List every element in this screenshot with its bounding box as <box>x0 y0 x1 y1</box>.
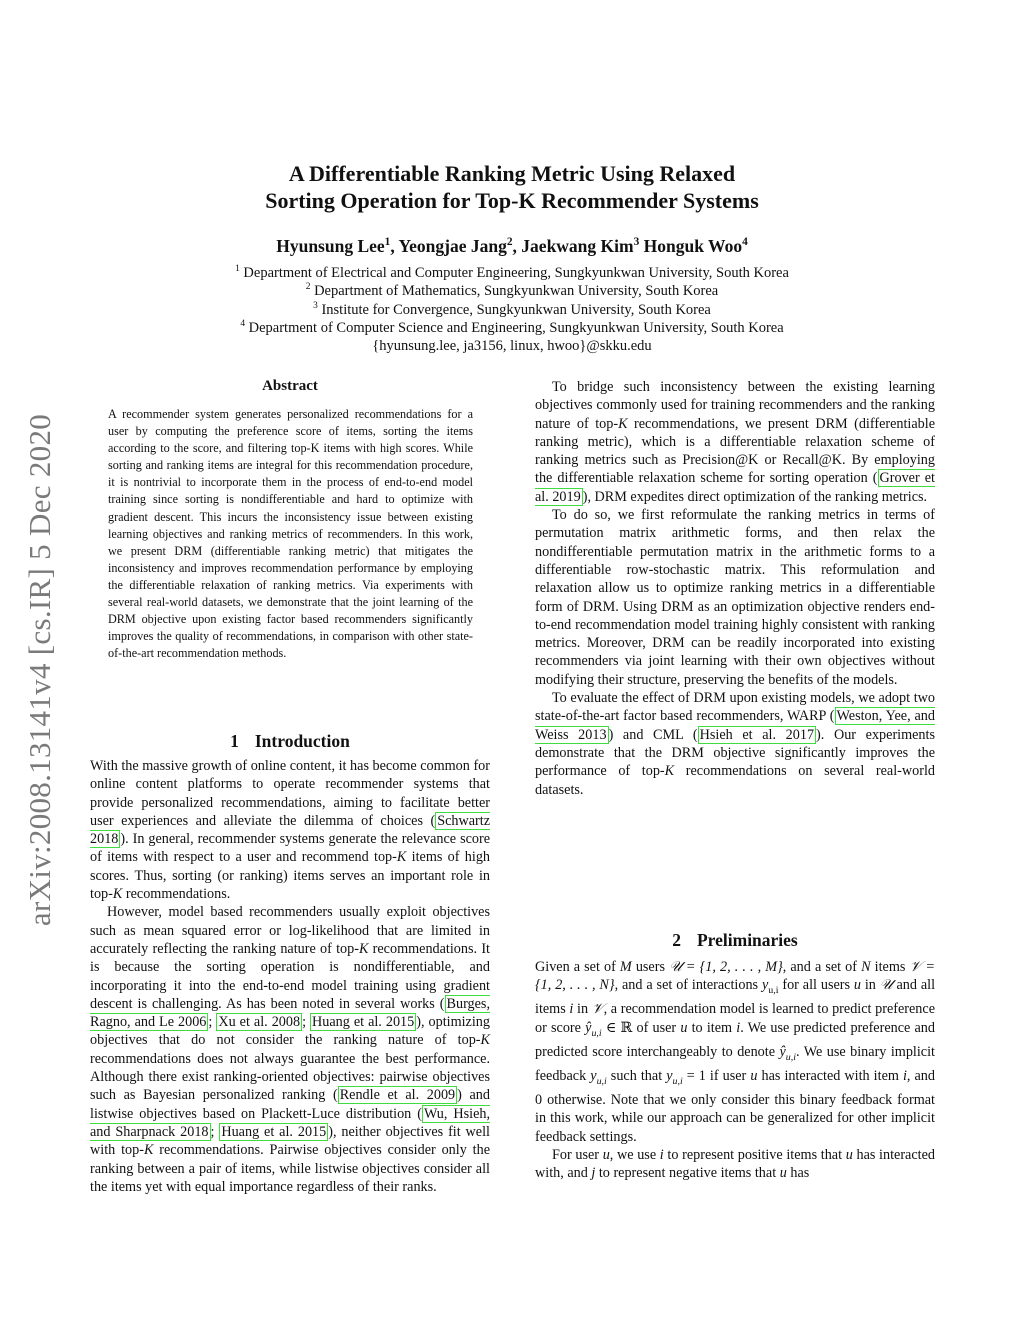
citation-link[interactable]: Burges, Ragno, and Le 2006 <box>90 995 490 1031</box>
affiliation: $^2$ Department of Mathematics, Sungkyunkwan University, South Korea <box>305 282 719 300</box>
paragraph: With the massive growth of online content, it has become common for online content platforms to operate recommender systems that provide personalized recommendations, aiming to facilitate better user experiences and alleviate the dilemma of choices ( Schwartz 2018 ). In general, recommender systems generate the relevance score of items with respect to a user and recommend top-K items of high scores. Thus, sorting (or ranking) items serves an important role in top-K recommendations. <box>90 758 491 903</box>
abstract-body: A recommender system generates personalized recommendations for a user by computing the preference score of items, sorting the items according to the score, and filtering top-K items with high scores. While sorting and ranking items are integral for this recommendation procedure, it is nontrivial to incorporate them in the process of end-to-end model training since sorting is nondifferentiable and hard to optimize with gradient descent. This incurs the inconsistency issue between existing learning objectives and ranking metrics of recommenders. In this work, we present DRM (differentiable ranking metric) that mitigates the inconsistency and improves recommendation performance by employing the differentiable relaxation of ranking metrics. Via experiments with several real-world datasets, we demonstrate that the joint learning of the DRM objective upon existing factor based recommenders significantly improves the quality of recommendations, in comparison with other state-of-the-art recommendation methods. <box>108 407 473 661</box>
paragraph: However, model based recommenders usually exploit objectives such as mean squared error or log-likelihood that are limited in accurately reflecting the ranking nature of top-K recommendations. It is because the sorting operation is nondifferentiable, and incorporating it into the end-to-end model training using gradient descent is challenging. As has been noted in several works ( Burges, Ragno, and Le 2006 ; Xu et al. 2008 ; Huang et al. 2015 ), optimizing objectives that do not consider the ranking nature of top-K recommendations does not always guarantee the best performance. Although there exist ranking-oriented objectives: pairwise objectives such as Bayesian personalized ranking ( Rendle et al. 2009 ) and listwise objectives based on Plackett-Luce distribution ( Wu, Hsieh, and Sharpnack 2018 ; Huang et al. 2015 ), neither objectives fit well with top-K recommendations. Pairwise objectives consider only the ranking between a pair of items, while listwise objectives consider all the items yet with equal importance regardless of their ranks. <box>90 904 491 1195</box>
preliminaries-text <box>535 958 935 1183</box>
paragraph: Given a set of M users 𝒰 = {1, 2, . . . , M}, and a set of N items 𝒱 = {1, 2, . . . , N}, and a set of interactions $y_{u,i}$ for all users u in 𝒰 and all items i in 𝒱, a recommendation model is learned to predict preference or score $ŷ_{u,i}$ ∈ ℝ of user u to item i. We use predicted preference and predicted score interchangeably to denote $ŷ_{u,i}$. We use binary implicit feedback $y_{u,i}$ such that $y_{u,i} = 1$ if user u has interacted with item i, and 0 otherwise. Note that we only consider this binary feedback format in this work, while our approach can be generalized for other implicit feedback settings. <box>535 959 936 1145</box>
affiliation: $^4$ Department of Computer Science and Engineering, Sungkyunkwan University, South Korea <box>240 319 784 336</box>
author: Jaekwang Kim$^3$ <box>521 236 640 256</box>
author: Yeongjae Jang$^2$, <box>398 236 522 256</box>
paper-title <box>0 160 1024 214</box>
title-line-2: Sorting Operation for Top-K Recommender Systems <box>265 188 759 213</box>
title-line-1: A Differentiable Ranking Metric Using Relaxed <box>288 161 736 186</box>
paragraph: To bridge such inconsistency between the existing learning objectives commonly used for training recommenders and the ranking nature of top-K recommendations, we present DRM (differentiable ranking metric), which is a differentiable relaxation scheme of ranking metrics such as Precision@K or Recall@K. By employing the differentiable relaxation scheme for sorting operation ( Grover et al. 2019 ), DRM expedites direct optimization of the ranking metrics. <box>535 379 935 505</box>
paragraph: For user u, we use i to represent positive items that u has interacted with, and j to represent negative items that u has <box>535 1146 935 1182</box>
citation-link[interactable]: Wu, Hsieh, and Sharpnack 2018 <box>90 1105 491 1140</box>
citation-link[interactable]: Grover et al. 2019 <box>535 470 935 505</box>
paragraph: To do so, we first reformulate the ranking metrics in terms of permutation matrix arithmetic forms, and then relax the nondifferentiable permutation matrix in the arithmetic forms to a differentiable row-stochastic matrix. This reformulation and relaxation allow us to optimize ranking metrics in a differentiable form of DRM. Using DRM as an optimization objective renders end-to-end recommendation model training highly consistent with ranking metrics. Moreover, DRM can be readily incorporated into existing recommenders via joint learning with their own objectives without modifying their structure, preserving the benefits of the models. <box>535 507 935 688</box>
citation-link[interactable]: Weston, Yee, and Weiss 2013 <box>535 708 935 743</box>
author: Honguk Woo$^4$ <box>643 236 748 256</box>
section-heading-introduction: 1 Introduction <box>230 731 350 751</box>
affiliation: $^1$ Department of Electrical and Computer Engineering, Sungkyunkwan University, South Korea <box>235 264 789 281</box>
introduction-column-right <box>535 378 935 799</box>
citation-link[interactable]: Xu et al. 2008 <box>218 1014 301 1031</box>
citation-link[interactable]: Huang et al. 2015 <box>312 1014 415 1031</box>
paragraph: To evaluate the effect of DRM upon existing models, we adopt two state-of-the-art factor based recommenders, WARP ( Weston, Yee, and Weiss 2013 ) and CML ( Hsieh et al. 2017 ). Our experiments demonstrate that the DRM objective significantly improves the performance of top-K recommendations on several real-world datasets. <box>535 690 935 798</box>
citation-link[interactable]: Hsieh et al. 2017 <box>699 726 815 743</box>
arxiv-stamp <box>10 370 70 970</box>
arxiv-stamp-text: arXiv:2008.13141v4 [cs.IR] 5 Dec 2020 <box>22 413 57 927</box>
citation-link[interactable]: Rendle et al. 2009 <box>339 1087 456 1104</box>
affiliations <box>0 264 1024 355</box>
citation-link[interactable]: Schwartz 2018 <box>90 812 490 848</box>
author-emails: {hyunsung.lee, ja3156, linux, hwoo}@skku.edu <box>372 338 652 355</box>
abstract-heading: Abstract <box>262 378 318 394</box>
author-list <box>0 236 1024 257</box>
author: Hyunsung Lee$^1$, <box>276 236 399 256</box>
introduction-column-left <box>90 757 490 1196</box>
affiliation: $^3$ Institute for Convergence, Sungkyunkwan University, South Korea <box>313 300 711 318</box>
citation-link[interactable]: Huang et al. 2015 <box>221 1123 327 1140</box>
section-heading-preliminaries: 2 Preliminaries <box>672 930 798 950</box>
